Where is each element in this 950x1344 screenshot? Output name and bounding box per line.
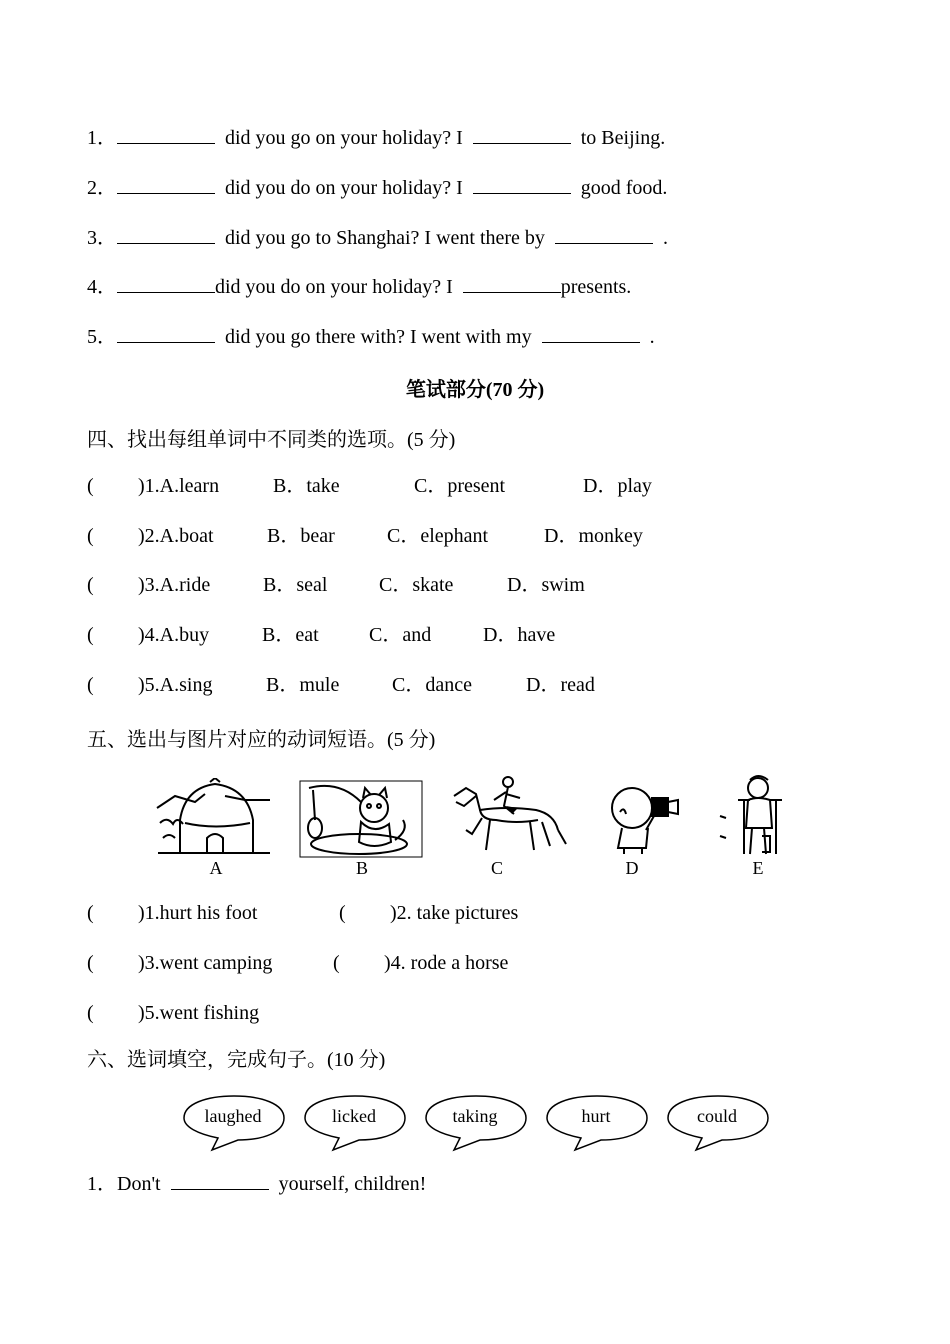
answer-blank[interactable]: [117, 274, 215, 293]
section-6-title: 六、选词填空，完成句子。(10 分): [87, 1047, 386, 1071]
tent-icon: [155, 778, 273, 856]
answer-blank[interactable]: [117, 324, 215, 343]
sec6-question-1: 1．Don't yourself, children!: [87, 1173, 427, 1195]
answer-blank[interactable]: [473, 175, 571, 194]
cat-fishing-icon: [299, 780, 423, 858]
question-5: 5． did you go there with? I went with my .: [87, 326, 655, 348]
crutches-boy-icon: [718, 774, 798, 856]
answer-blank[interactable]: [117, 125, 215, 144]
word-bubble-could: could: [666, 1094, 770, 1154]
answer-blank[interactable]: [473, 125, 571, 144]
answer-blank[interactable]: [117, 175, 215, 194]
word-bubble-hurt: hurt: [545, 1094, 649, 1154]
word-bubble-licked: licked: [303, 1094, 407, 1154]
section-4-title: 四、找出每组单词中不同类的选项。(5 分): [87, 427, 456, 451]
answer-blank[interactable]: [555, 225, 653, 244]
answer-blank[interactable]: [117, 225, 215, 244]
question-3: 3． did you go to Shanghai? I went there by .: [87, 227, 668, 249]
question-4: 4． did you do on your holiday? I presents.: [87, 276, 632, 298]
answer-blank[interactable]: [542, 324, 640, 343]
horse-rider-icon: [446, 774, 572, 856]
answer-blank[interactable]: [171, 1171, 269, 1190]
word-bubble-laughed: laughed: [182, 1094, 286, 1154]
camera-boy-icon: [608, 784, 682, 856]
question-1: 1． did you go on your holiday? I to Beijing.: [87, 127, 666, 149]
word-bubble-taking: taking: [424, 1094, 528, 1154]
section-5-title: 五、选出与图片对应的动词短语。(5 分): [87, 727, 436, 751]
answer-blank[interactable]: [463, 274, 561, 293]
question-2: 2． did you do on your holiday? I good food.: [87, 177, 668, 199]
written-part-title: 笔试部分(70 分): [405, 379, 545, 401]
